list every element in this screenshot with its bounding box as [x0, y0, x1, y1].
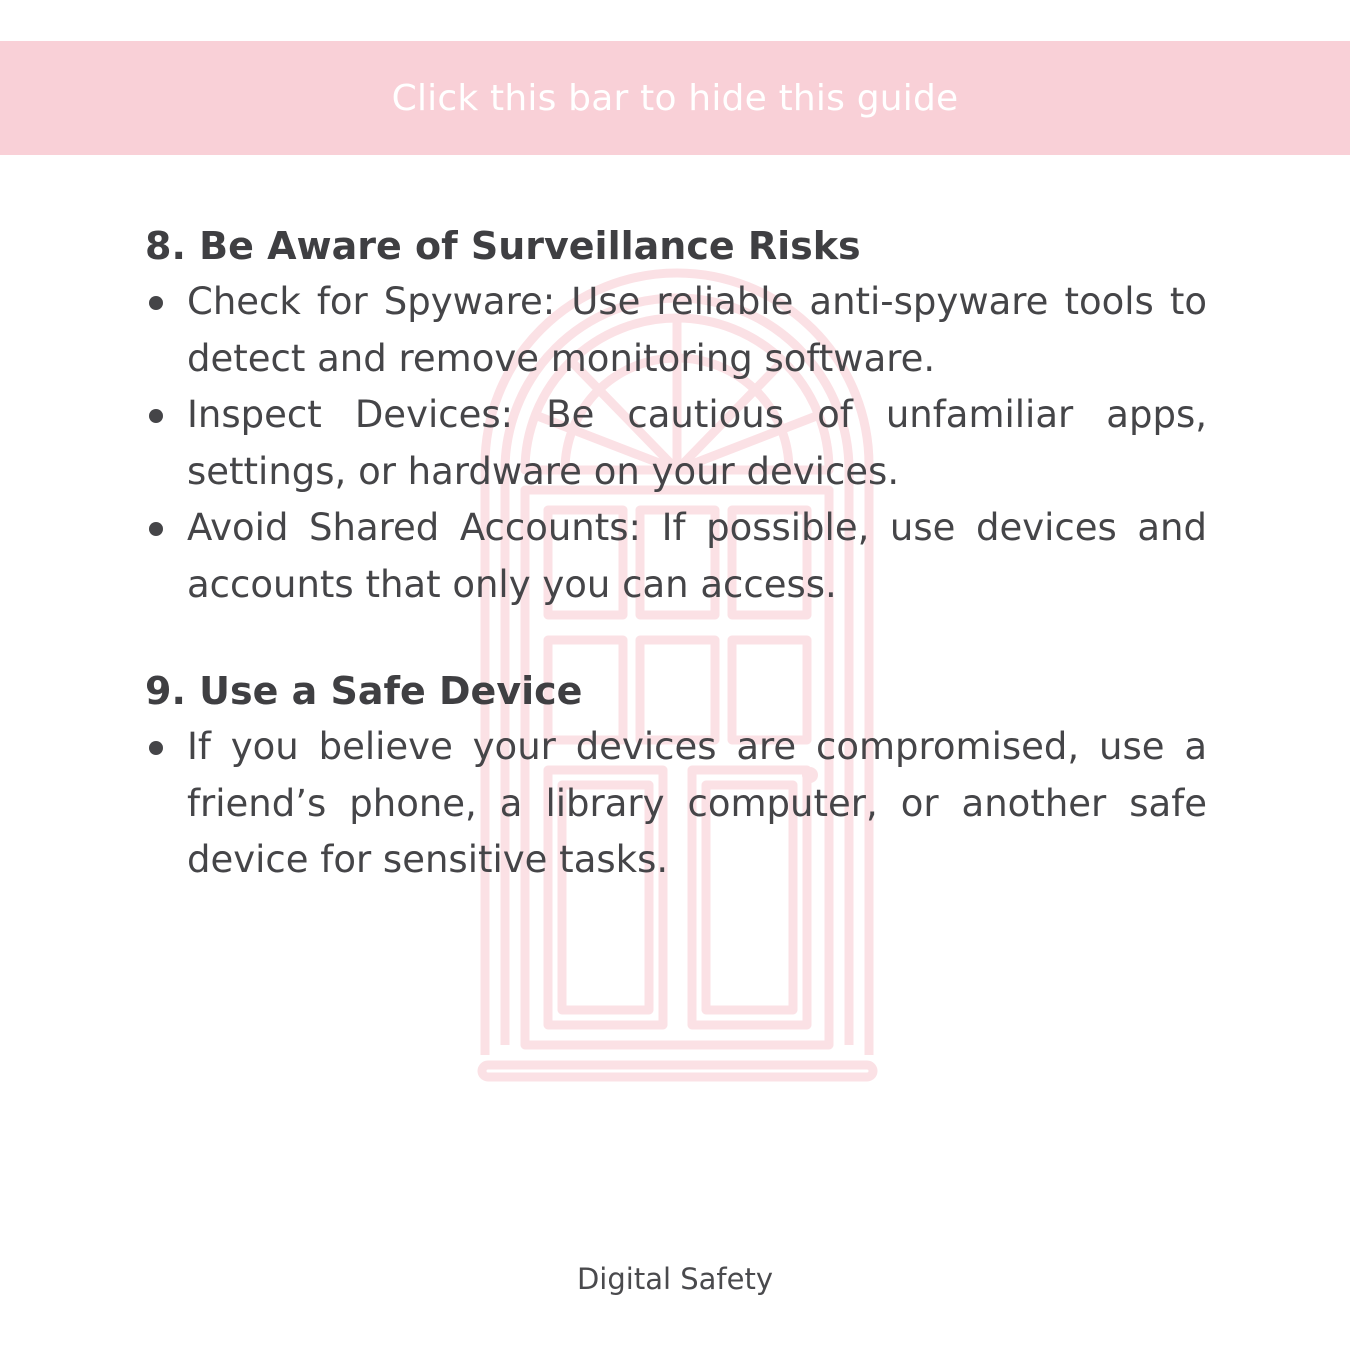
section-heading: 8. Be Aware of Surveillance Risks	[145, 224, 861, 268]
bullet-icon	[149, 522, 163, 536]
list-item-text: Avoid Shared Accounts: If possible, use devices and accounts that only you can access.	[187, 506, 1207, 606]
section-heading: 9. Use a Safe Device	[145, 669, 583, 713]
bullet-icon	[149, 409, 163, 423]
bullet-icon	[149, 741, 163, 755]
hide-guide-bar[interactable]	[0, 41, 1350, 155]
list-item	[145, 274, 1207, 387]
hide-guide-label: Click this bar to hide this guide	[391, 77, 959, 119]
list-item	[145, 387, 1207, 500]
bullet-icon	[149, 296, 163, 310]
list-item-text: Check for Spyware: Use reliable anti-spyware tools to detect and remove monitoring software.	[187, 280, 1207, 380]
list-item-text: Inspect Devices: Be cautious of unfamiliar apps, settings, or hardware on your devices.	[187, 393, 1207, 493]
bullet-list	[145, 274, 1207, 613]
section-surveillance	[145, 218, 1207, 613]
list-item-text: If you believe your devices are compromised, use a friend’s phone, a library computer, or another safe device for sensitive tasks.	[187, 725, 1207, 881]
bullet-list	[145, 719, 1207, 889]
footer-label: Digital Safety	[576, 1262, 774, 1296]
list-item	[145, 719, 1207, 889]
guide-content	[145, 218, 1207, 939]
section-safe-device	[145, 663, 1207, 889]
list-item	[145, 500, 1207, 613]
